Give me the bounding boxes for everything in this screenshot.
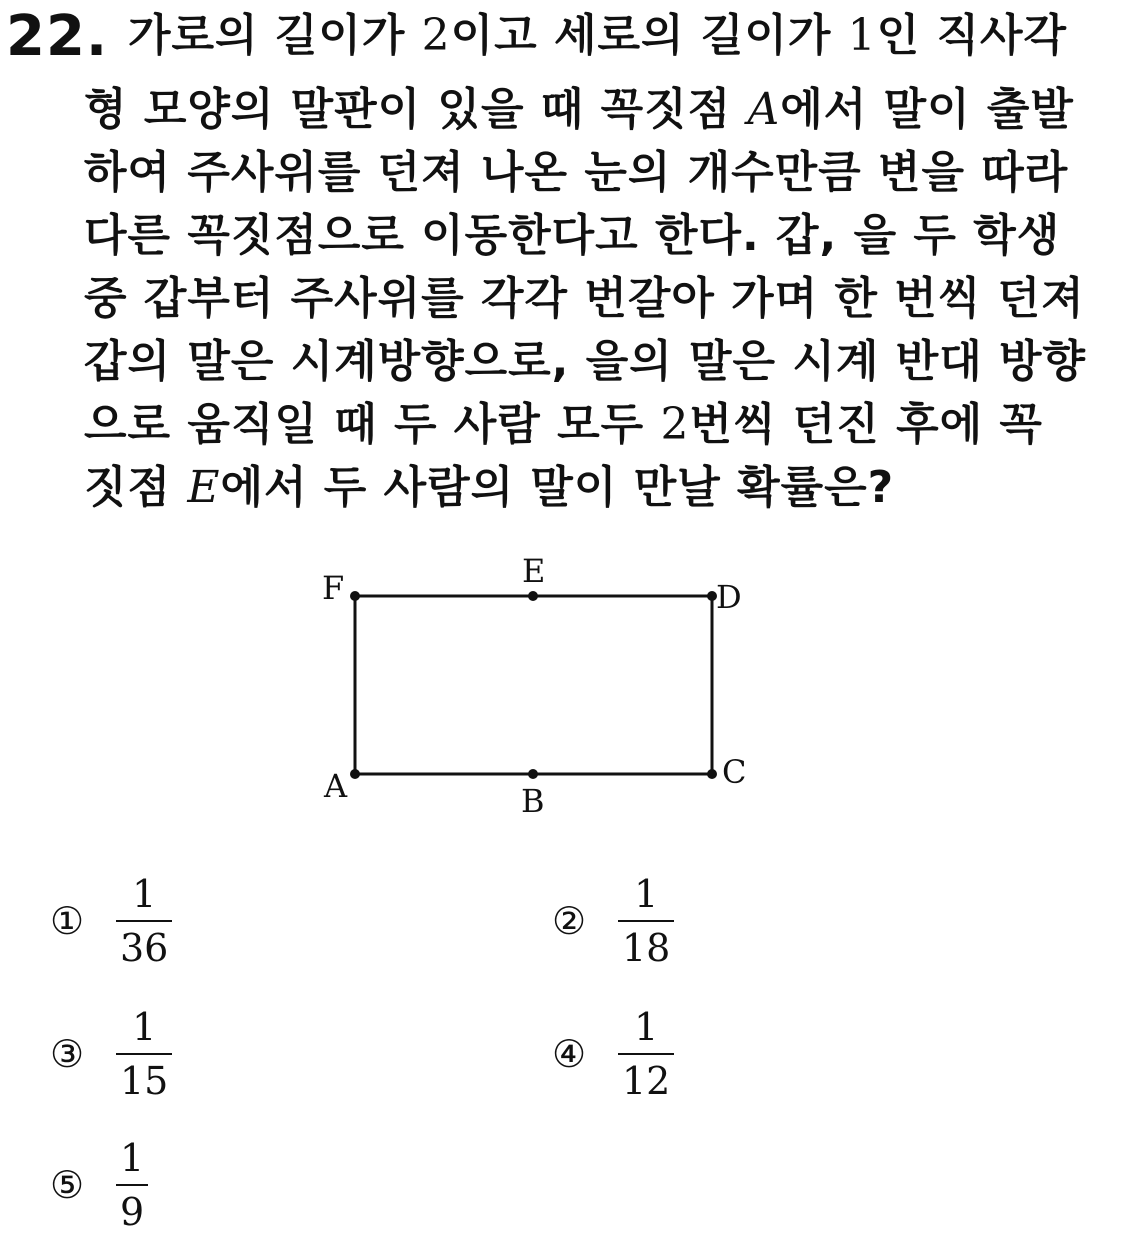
choice-mark: ① [50, 899, 85, 943]
choice-mark: ④ [552, 1032, 587, 1076]
board-diagram [300, 545, 780, 835]
choice-5[interactable] [50, 1136, 148, 1234]
vertex-c-dot [707, 769, 717, 779]
vertex-a-dot [350, 769, 360, 779]
choice-4[interactable] [552, 1005, 674, 1103]
vertex-label-e: E [522, 552, 546, 590]
choice-fraction: $\frac{1}{36}$ [116, 872, 172, 970]
vertex-e-dot [528, 591, 538, 601]
choice-3[interactable] [50, 1005, 172, 1103]
choice-mark: ③ [50, 1032, 85, 1076]
question-line-1: 가로의 길이가 2이고 세로의 길이가 1인 직사각 [128, 10, 1068, 61]
question-line-5: 중 갑부터 주사위를 각각 번갈아 가며 한 번씩 던져 [84, 273, 1085, 324]
choice-fraction: $\frac{1}{12}$ [618, 1005, 674, 1103]
vertex-label-b: B [521, 782, 545, 820]
choice-mark: ② [552, 899, 587, 943]
question-line-3: 하여 주사위를 던져 나온 눈의 개수만큼 변을 따라 [84, 147, 1069, 198]
vertex-label-c: C [722, 753, 747, 791]
choice-fraction: $\frac{1}{9}$ [116, 1136, 148, 1234]
question-line-8: 짓점 E에서 두 사람의 말이 만날 확률은? [84, 462, 895, 513]
choice-1[interactable] [50, 872, 172, 970]
choice-fraction: $\frac{1}{15}$ [116, 1005, 172, 1103]
choice-2[interactable] [552, 872, 674, 970]
choice-mark: ⑤ [50, 1163, 85, 1207]
vertex-label-d: D [716, 578, 742, 616]
board-rectangle [355, 596, 712, 774]
question-line-4: 다른 꼭짓점으로 이동한다고 한다. 갑, 을 두 학생 [84, 210, 1061, 261]
vertex-f-dot [350, 591, 360, 601]
question-line-2: 형 모양의 말판이 있을 때 꼭짓점 A에서 말이 출발 [84, 84, 1074, 135]
vertex-b-dot [528, 769, 538, 779]
choice-fraction: $\frac{1}{18}$ [618, 872, 674, 970]
vertex-label-f: F [322, 569, 345, 607]
question-line-7: 으로 움직일 때 두 사람 모두 2번씩 던진 후에 꼭 [84, 399, 1043, 450]
question-number: 22. [6, 4, 109, 69]
vertex-label-a: A [324, 767, 348, 805]
question-line-6: 갑의 말은 시계방향으로, 을의 말은 시계 반대 방향 [84, 336, 1087, 387]
